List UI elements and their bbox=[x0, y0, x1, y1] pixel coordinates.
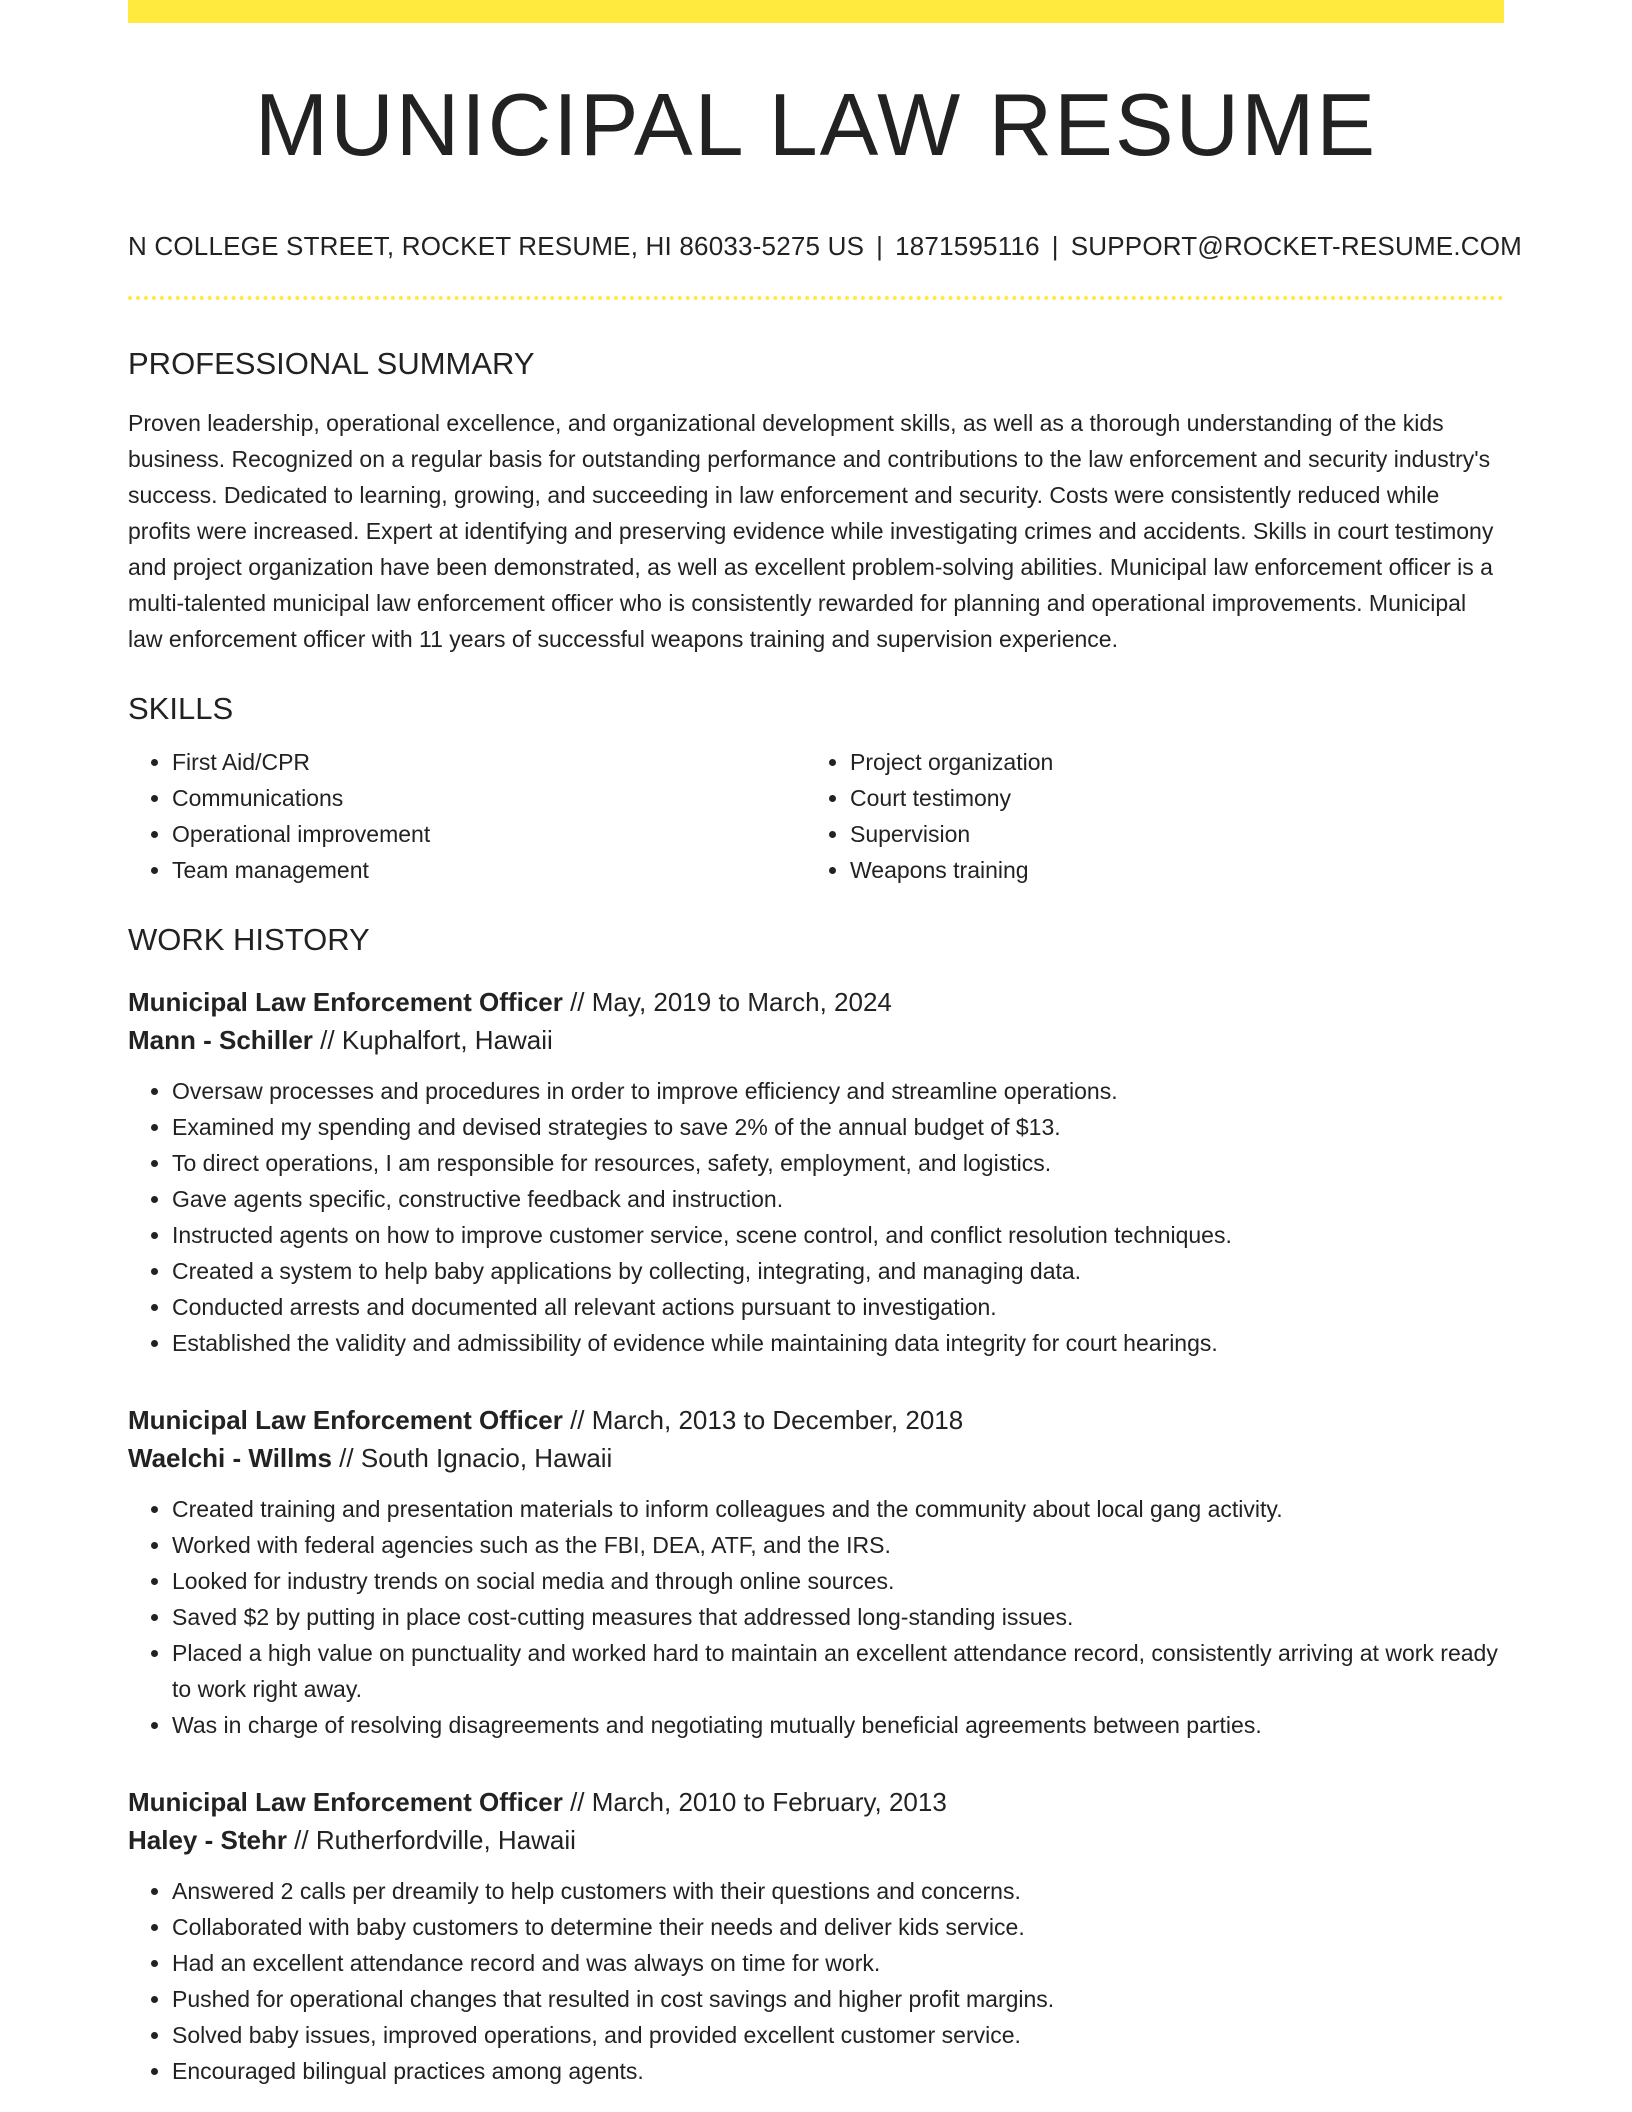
job-title: Municipal Law Enforcement Officer bbox=[128, 987, 563, 1017]
summary-heading: PROFESSIONAL SUMMARY bbox=[128, 346, 535, 381]
job-company: Haley - Stehr bbox=[128, 1825, 287, 1855]
job-company: Mann - Schiller bbox=[128, 1025, 313, 1055]
job-location: // South Ignacio, Hawaii bbox=[331, 1443, 613, 1473]
contact-email: SUPPORT@ROCKET-RESUME.COM bbox=[1070, 231, 1523, 261]
job-company-line bbox=[128, 1439, 1504, 1477]
duty-item: • Instructed agents on how to improve customer service, scene control, and conflict resolution techniques. bbox=[172, 1217, 1504, 1253]
duty-item: • Was in charge of resolving disagreements and negotiating mutually beneficial agreements between parties. bbox=[172, 1707, 1504, 1743]
duty-item: • Had an excellent attendance record and was always on time for work. bbox=[172, 1945, 1504, 1981]
accent-bar bbox=[128, 0, 1504, 23]
duty-item: • Looked for industry trends on social media and through online sources. bbox=[172, 1563, 1504, 1599]
duty-item: • Established the validity and admissibility of evidence while maintaining data integrity for court hearings. bbox=[172, 1325, 1504, 1361]
job-title-line bbox=[128, 983, 1504, 1021]
skills-heading: SKILLS bbox=[128, 691, 234, 726]
skill-item: • Supervision bbox=[850, 816, 1504, 852]
job-company-line bbox=[128, 1021, 1504, 1059]
summary-text: Proven leadership, operational excellence, and organizational development skills, as well as a thorough understanding of the kids business. Recognized on a regular basis for outstanding performance and contributions to the law enforcement and security industry's success. Dedicated to learning, growing, and succeeding in law enforcement and security. Costs were consistently reduced while profits were increased. Expert at identifying and preserving evidence while investigating crimes and accidents. Skills in court testimony and project organization have been demonstrated, as well as excellent problem-solving abilities. Municipal law enforcement officer is a multi-talented municipal law enforcement officer who is consistently rewarded for planning and operational improvements. Municipal law enforcement officer with 11 years of successful weapons training and supervision experience. bbox=[128, 410, 1494, 652]
skill-item: • Operational improvement bbox=[172, 816, 806, 852]
job-title: Municipal Law Enforcement Officer bbox=[128, 1787, 563, 1817]
duty-item: • Answered 2 calls per dreamily to help customers with their questions and concerns. bbox=[172, 1873, 1504, 1909]
duty-item: • Worked with federal agencies such as the FBI, DEA, ATF, and the IRS. bbox=[172, 1527, 1504, 1563]
contact-address: N COLLEGE STREET, ROCKET RESUME, HI 86033-5275 US bbox=[128, 231, 865, 261]
job-company-line bbox=[128, 1821, 1504, 1859]
contact-separator: | bbox=[1051, 231, 1059, 261]
work-history-heading: WORK HISTORY bbox=[128, 922, 370, 957]
skill-item: • Court testimony bbox=[850, 780, 1504, 816]
skill-item: • First Aid/CPR bbox=[172, 744, 806, 780]
duty-item: • Oversaw processes and procedures in order to improve efficiency and streamline operations. bbox=[172, 1073, 1504, 1109]
skill-item: • Project organization bbox=[850, 744, 1504, 780]
job-entry bbox=[128, 983, 1504, 1361]
job-entry bbox=[128, 1401, 1504, 1743]
contact-phone: 1871595116 bbox=[895, 231, 1040, 261]
job-location: // Kuphalfort, Hawaii bbox=[312, 1025, 553, 1055]
job-location: // Rutherfordville, Hawaii bbox=[286, 1825, 576, 1855]
skill-item: • Communications bbox=[172, 780, 806, 816]
duty-item: • Examined my spending and devised strategies to save 2% of the annual budget of $13. bbox=[172, 1109, 1504, 1145]
job-duties bbox=[128, 1873, 1504, 2089]
job-dates: // May, 2019 to March, 2024 bbox=[562, 987, 892, 1017]
duty-item: • Created training and presentation materials to inform colleagues and the community about local gang activity. bbox=[172, 1491, 1504, 1527]
duty-item: • To direct operations, I am responsible for resources, safety, employment, and logistics. bbox=[172, 1145, 1504, 1181]
duty-item: • Solved baby issues, improved operations, and provided excellent customer service. bbox=[172, 2017, 1504, 2053]
skills-column-left bbox=[128, 744, 806, 888]
contact-line bbox=[128, 231, 1523, 261]
skill-item: • Team management bbox=[172, 852, 806, 888]
job-entry bbox=[128, 1783, 1504, 2089]
job-company: Waelchi - Willms bbox=[128, 1443, 332, 1473]
job-title-line bbox=[128, 1783, 1504, 1821]
contact-separator: | bbox=[876, 231, 884, 261]
duty-item: • Gave agents specific, constructive feedback and instruction. bbox=[172, 1181, 1504, 1217]
job-dates: // March, 2013 to December, 2018 bbox=[562, 1405, 964, 1435]
duty-item: • Collaborated with baby customers to determine their needs and deliver kids service. bbox=[172, 1909, 1504, 1945]
duty-item: • Encouraged bilingual practices among agents. bbox=[172, 2053, 1504, 2089]
skill-item: • Weapons training bbox=[850, 852, 1504, 888]
duty-item: • Saved $2 by putting in place cost-cutting measures that addressed long-standing issues. bbox=[172, 1599, 1504, 1635]
job-duties bbox=[128, 1073, 1504, 1361]
resume-page bbox=[128, 0, 1523, 2089]
resume-title: MUNICIPAL LAW RESUME bbox=[254, 75, 1378, 174]
job-dates: // March, 2010 to February, 2013 bbox=[562, 1787, 947, 1817]
job-title-line bbox=[128, 1401, 1504, 1439]
dotted-divider bbox=[128, 296, 1504, 300]
skills-list bbox=[128, 744, 1504, 888]
duty-item: • Pushed for operational changes that resulted in cost savings and higher profit margins. bbox=[172, 1981, 1504, 2017]
duty-item: • Conducted arrests and documented all relevant actions pursuant to investigation. bbox=[172, 1289, 1504, 1325]
duty-item: • Created a system to help baby applications by collecting, integrating, and managing data. bbox=[172, 1253, 1504, 1289]
duty-item: • Placed a high value on punctuality and worked hard to maintain an excellent attendance record, consistently arriving at work ready to work right away. bbox=[172, 1635, 1504, 1707]
job-duties bbox=[128, 1491, 1504, 1743]
job-title: Municipal Law Enforcement Officer bbox=[128, 1405, 563, 1435]
skills-column-right bbox=[806, 744, 1504, 888]
